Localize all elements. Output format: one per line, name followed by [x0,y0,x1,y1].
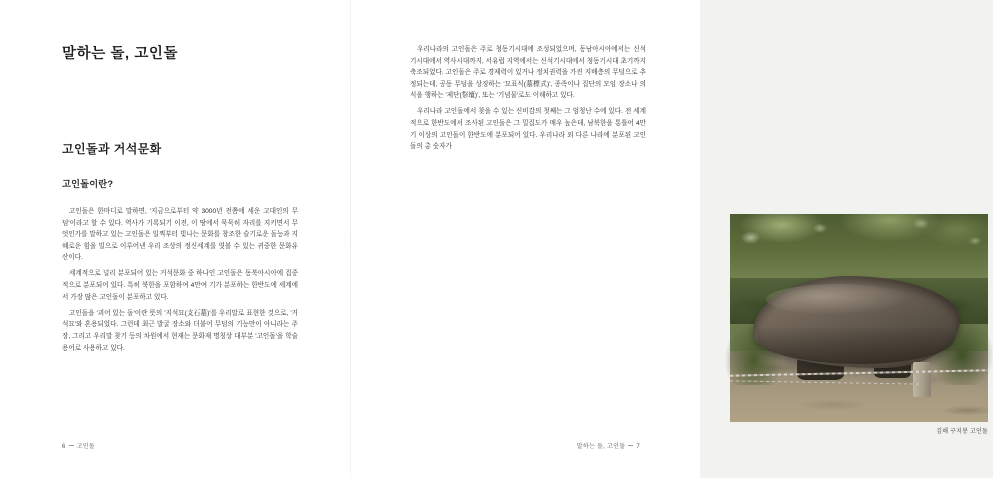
photo-caption: 김해 구지봉 고인돌 [936,429,988,435]
right-page-footer [577,441,640,450]
dolmen-photograph [730,214,988,422]
footer-label: 고인돌 [76,444,95,450]
paragraph: 고인돌은 한마디로 말하면, '지금으로부터 약 3000년 전쯤에 세운 고대인의 무덤'이라고 할 수 있다. 역사가 기록되기 이전, 이 땅에서 묵묵히 자리를 지키면서 무엇인가를 말하고 있는 고인돌은 일찍부터 빛나는 문화를 창조한 슬기로운 돌능과 지혜로운 힘을 빌으로 이루어낸 우리 조상의 정신세계를 엿볼 수 있는 귀중한 문화유산이다. [62,208,298,262]
footer-label: 말하는 돌, 고인돌 [576,444,626,450]
chapter-title: 말하는 돌, 고인돌 [62,46,179,62]
page-number: 7 [636,444,640,450]
photo-stone-post [913,362,931,397]
page-number: 6 [62,444,66,450]
section-title: 고인돌과 거석문화 [62,142,162,156]
paragraph: 고인돌을 '괴어 있는 돌'이란 뜻의 '지석묘(支石墓)'를 우리말로 표현한 것으로, '거석묘'와 혼용되었다. 그런데 최근 발굴 장소와 더불어 무덤의 기능만이 아니라는 주장, 그리고 우리말 찾기 등의 차원에서 현재는 문화재 명칭상 대부분 '고인돌'을 학술용어로 사용하고 있다. [62,309,298,352]
subsection-title: 고인돌이란? [62,179,114,189]
dolmen-photo-figure [730,214,988,435]
left-page [0,0,350,478]
left-page-footer [62,441,95,450]
paragraph: 우리나라 고인돌에서 찾을 수 있는 신비감의 첫째는 그 엄청난 수에 있다. 전 세계적으로 한반도에서 조사된 고인돌은 그 밀집도가 매우 높은데, 남북한을 통틀어 4만 기 이상의 고인돌이 한반도에 분포되어 있다. 우리나라 외 다른 나라에 분포된 고인돌의 총 숫자가 [410,108,646,151]
paragraph: 세계적으로 널리 분포되어 있는 거석문화 중 하나인 고인돌은 동북아시아에 집중적으로 분포되어 있다. 특히 북한을 포함하여 4만여 기가 분포하는 한반도에 세계에서 가장 많은 고인돌이 분포하고 있다. [62,270,298,301]
footer-divider [69,445,74,446]
left-page-body [62,206,298,359]
footer-divider [628,445,633,446]
right-page-body [410,44,646,157]
right-page [350,0,988,478]
photo-dolmen-capstone [753,276,959,368]
paragraph: 우리나라의 고인돌은 주로 청동기시대에 조성되었으며, 동남아시아에서는 신석기시대에서 역사시대까지, 서유럽 지역에서는 신석기시대에서 청동기시대 초기까지 축조되었다. 고인돌은 주로 경제력이 있거나 정치권력을 가진 지배층의 무덤으로 추정되는데, 공동 무덤을 상징하는 '묘표식(墓標式)', 종족이나 집단의 모임 장소나 의식을 행하는 '제단(祭壇)', 또는 '기념물'로도 이해하고 있다. [410,46,646,100]
